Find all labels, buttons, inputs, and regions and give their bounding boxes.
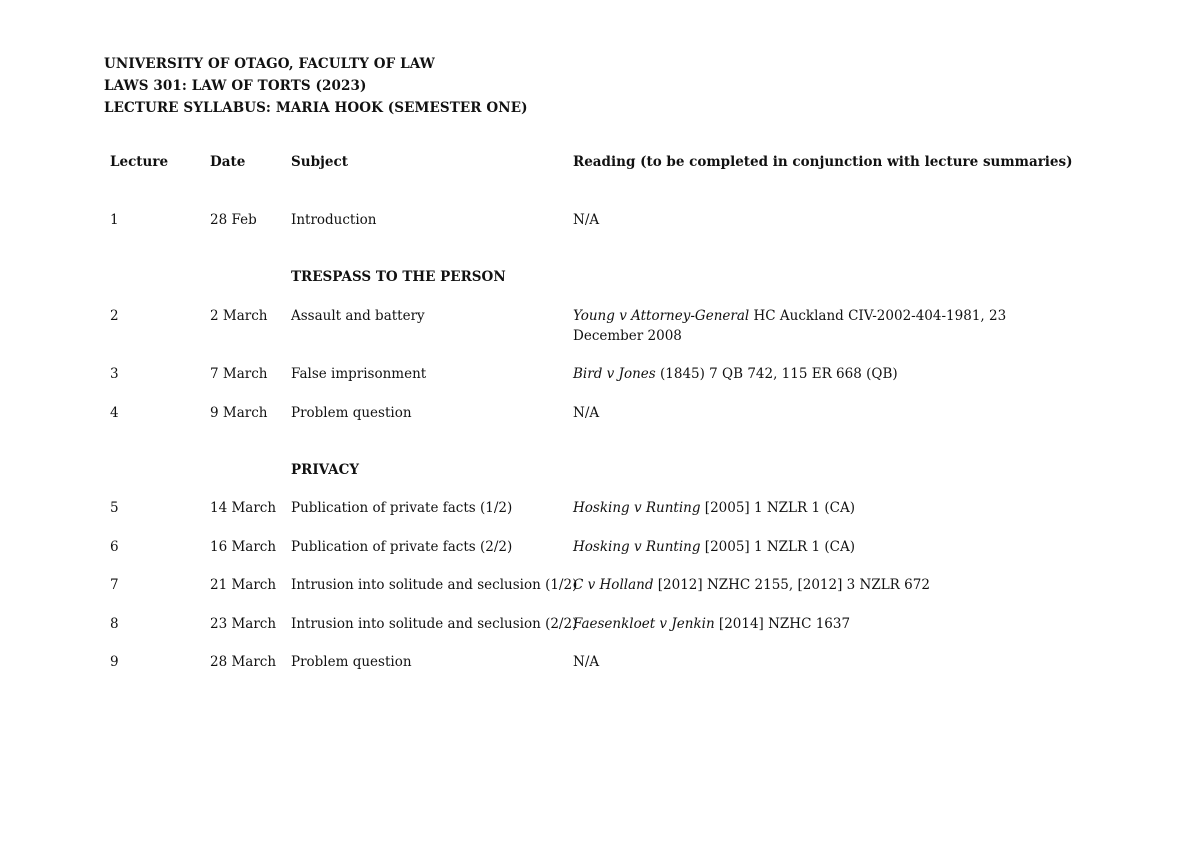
reading-case: Hosking v Runting (573, 539, 701, 555)
lecture-subject: Assault and battery (291, 308, 425, 324)
reading-citation: [2005] 1 NZLR 1 (CA) (700, 539, 855, 555)
lecture-date: 16 March (210, 539, 277, 555)
lecture-number: 8 (110, 616, 119, 632)
lecture-number: 9 (110, 654, 119, 670)
lecture-date: 21 March (210, 577, 277, 593)
lecture-reading (573, 575, 1053, 595)
reading-citation: [2005] 1 NZLR 1 (CA) (700, 500, 855, 516)
document-header (104, 53, 528, 119)
reading-case: Young v Attorney-General (573, 308, 750, 324)
lecture-reading (573, 364, 1053, 384)
lecture-number: 7 (110, 577, 119, 593)
section-privacy: PRIVACY (291, 462, 359, 478)
lecture-number: 1 (110, 212, 119, 228)
col-subject: Subject (291, 154, 348, 170)
lecture-subject: Publication of private facts (1/2) (291, 500, 513, 516)
lecture-number: 5 (110, 500, 119, 516)
header-university: UNIVERSITY OF OTAGO, FACULTY OF LAW (104, 56, 435, 72)
lecture-date: 23 March (210, 616, 277, 632)
reading-citation: [2012] NZHC 2155, [2012] 3 NZLR 672 (653, 577, 930, 593)
lecture-subject: Intrusion into solitude and seclusion (1/2) (291, 577, 578, 593)
reading-citation: N/A (573, 212, 600, 228)
reading-citation: N/A (573, 405, 600, 421)
lecture-date: 9 March (210, 405, 268, 421)
reading-citation: N/A (573, 654, 600, 670)
lecture-number: 6 (110, 539, 119, 555)
reading-case: Hosking v Runting (573, 500, 701, 516)
lecture-subject: Intrusion into solitude and seclusion (2/2) (291, 616, 578, 632)
lecture-number: 3 (110, 366, 119, 382)
reading-citation: [2014] NZHC 1637 (714, 616, 851, 632)
col-reading: Reading (to be completed in conjunction with lecture summaries) (573, 154, 1073, 170)
lecture-reading (573, 498, 1053, 518)
reading-citation: HC Auckland CIV-2002-404-1981, 23 December 2008 (573, 308, 1007, 344)
lecture-reading (573, 403, 1053, 423)
lecture-date: 28 Feb (210, 212, 257, 228)
reading-case: Faesenkloet v Jenkin (573, 616, 715, 632)
lecture-subject: False imprisonment (291, 366, 427, 382)
section-trespass: TRESPASS TO THE PERSON (291, 269, 506, 285)
lecture-subject: Introduction (291, 212, 377, 228)
lecture-date: 7 March (210, 366, 268, 382)
reading-case: Bird v Jones (573, 366, 656, 382)
lecture-date: 14 March (210, 500, 277, 516)
reading-citation: (1845) 7 QB 742, 115 ER 668 (QB) (655, 366, 898, 382)
lecture-subject: Problem question (291, 405, 412, 421)
lecture-reading (573, 537, 1053, 557)
lecture-date: 2 March (210, 308, 268, 324)
reading-case: C v Holland (573, 577, 654, 593)
col-lecture: Lecture (110, 154, 169, 170)
lecture-reading (573, 652, 1053, 672)
lecture-reading (573, 614, 1053, 634)
lecture-date: 28 March (210, 654, 277, 670)
lecture-number: 4 (110, 405, 119, 421)
lecture-subject: Problem question (291, 654, 412, 670)
lecture-reading (573, 210, 1053, 230)
lecture-subject: Publication of private facts (2/2) (291, 539, 513, 555)
lecture-number: 2 (110, 308, 119, 324)
header-syllabus: LECTURE SYLLABUS: MARIA HOOK (SEMESTER ONE) (104, 100, 528, 116)
header-course: LAWS 301: LAW OF TORTS (2023) (104, 78, 367, 94)
col-date: Date (210, 154, 246, 170)
lecture-reading (573, 306, 1053, 346)
